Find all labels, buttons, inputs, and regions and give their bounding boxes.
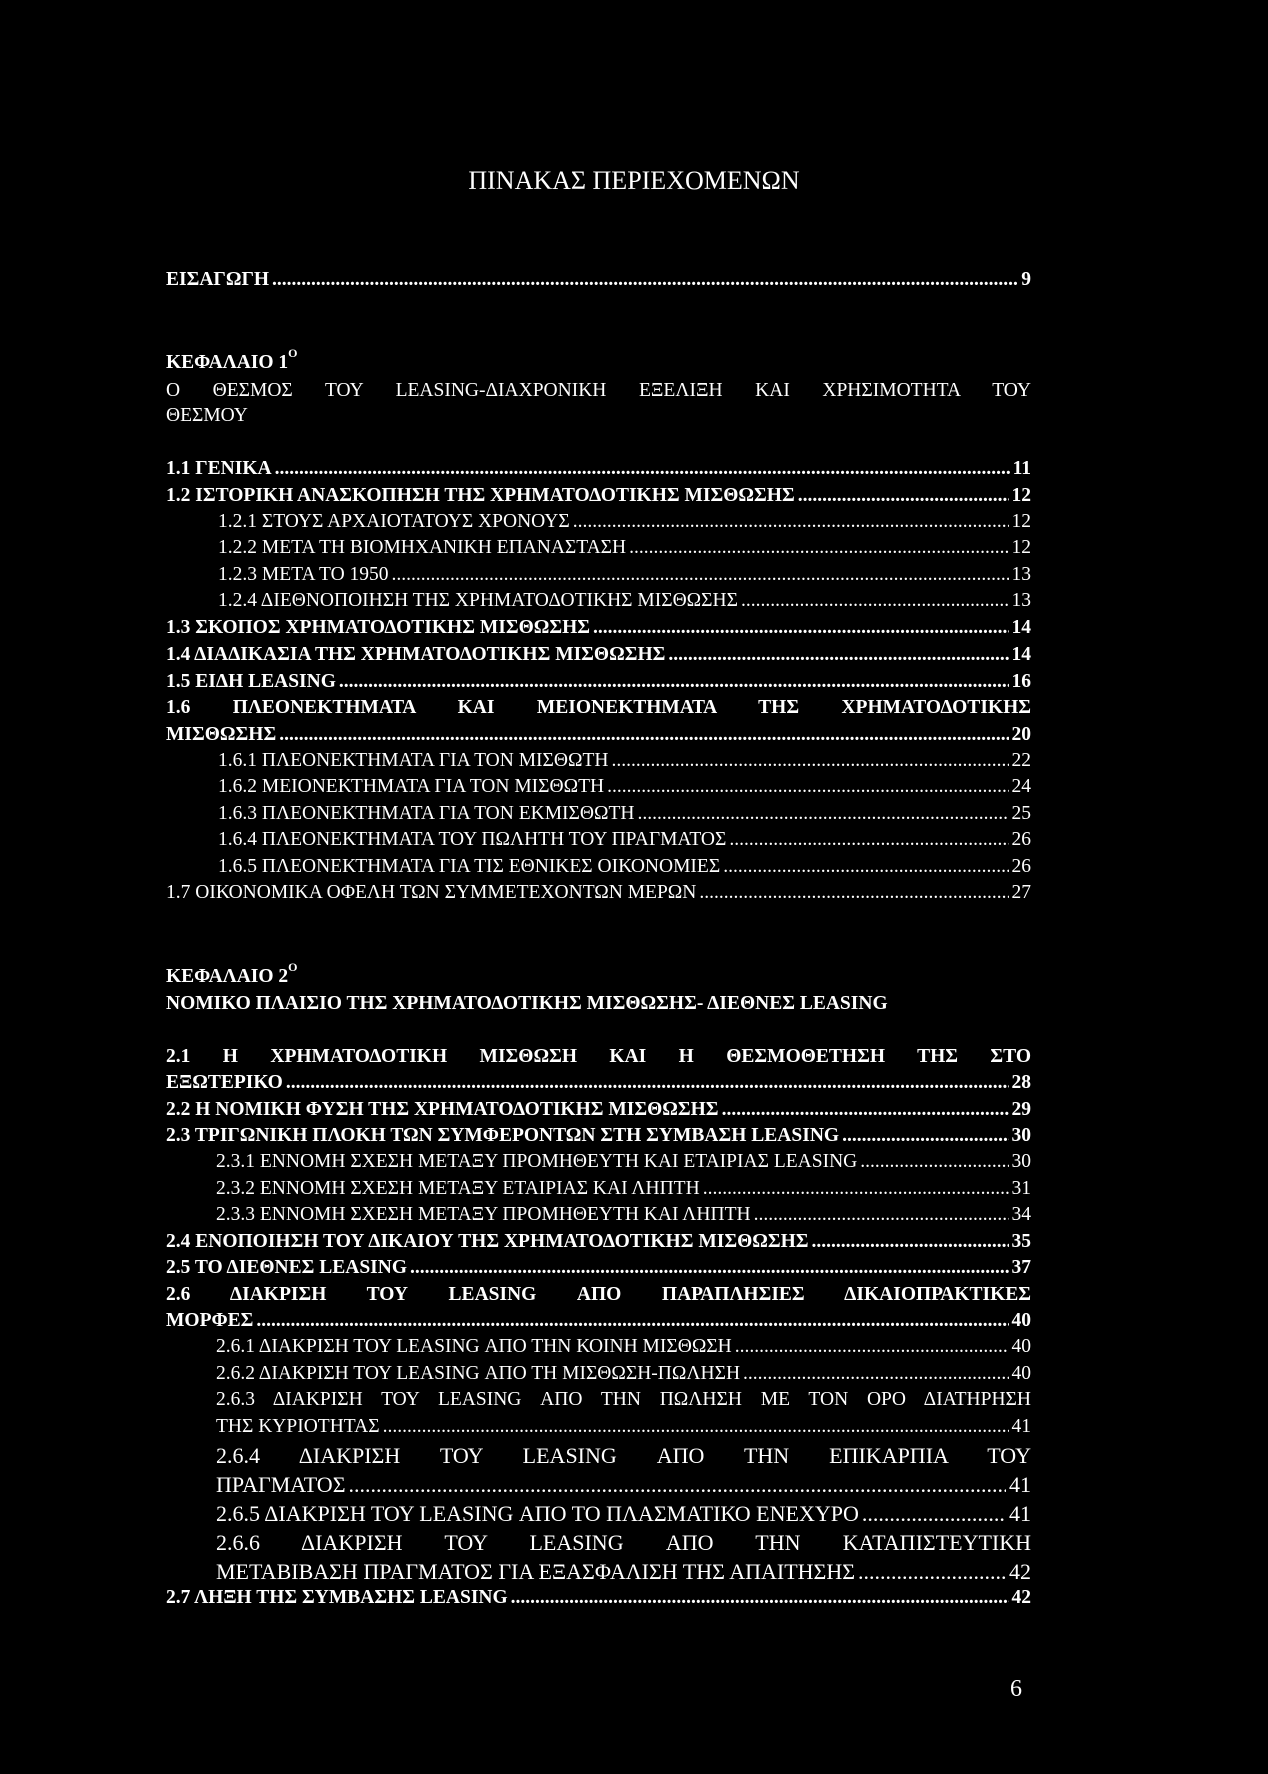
dot-leader bbox=[858, 1559, 1006, 1585]
toc-entry[interactable] bbox=[166, 1257, 1031, 1279]
toc-entry-label: 2.3.2 ΕΝΝΟΜΗ ΣΧΕΣΗ ΜΕΤΑΞΥ ΕΤΑΙΡΙΑΣ ΚΑΙ ΛΗΠΤΗ bbox=[216, 1178, 700, 1199]
dot-leader bbox=[573, 511, 1009, 533]
toc-entry-label: 1.6.5 ΠΛΕΟΝΕΚΤΗΜΑΤΑ ΓΙΑ ΤΙΣ ΕΘΝΙΚΕΣ ΟΙΚΟΝΟΜΙΕΣ bbox=[218, 856, 721, 877]
dot-leader bbox=[629, 537, 1008, 559]
toc-entry-page: 31 bbox=[1011, 1178, 1031, 1199]
toc-entry[interactable] bbox=[216, 1363, 1031, 1385]
toc-entry[interactable] bbox=[166, 458, 1031, 480]
toc-entry-label-line-1: 2.1 Η ΧΡΗΜΑΤΟΔΟΤΙΚΗ ΜΙΣΘΩΣΗ ΚΑΙ Η ΘΕΣΜΟΘΕΤΗΣΗ ΤΗΣ ΣΤΟ bbox=[166, 1046, 1031, 1067]
toc-entry[interactable] bbox=[216, 1151, 1031, 1173]
toc-entry[interactable] bbox=[218, 564, 1031, 586]
dot-leader bbox=[735, 1336, 1009, 1358]
toc-entry-label: 1.1 ΓΕΝΙΚΑ bbox=[166, 458, 272, 479]
toc-entry-label: ΜΙΣΘΩΣΗΣ bbox=[166, 724, 277, 745]
toc-entry-label: 1.6.2 ΜΕΙΟΝΕΚΤΗΜΑΤΑ ΓΙΑ ΤΟΝ ΜΙΣΘΩΤΗ bbox=[218, 776, 605, 797]
toc-entry[interactable] bbox=[216, 1472, 1031, 1498]
toc-entry-page: 41 bbox=[1009, 1472, 1031, 1497]
toc-entry-label: 2.6.5 ΔΙΑΚΡΙΣΗ ΤΟΥ LEASING ΑΠΟ ΤΟ ΠΛΑΣΜΑΤΙΚΟ ΕΝΕΧΥΡΟ bbox=[216, 1501, 859, 1526]
dot-leader bbox=[741, 590, 1009, 612]
toc-entry[interactable] bbox=[218, 776, 1031, 798]
toc-entry-page: 40 bbox=[1011, 1336, 1031, 1357]
toc-entry-page: 40 bbox=[1011, 1363, 1031, 1384]
toc-entry-page: 12 bbox=[1011, 485, 1031, 506]
toc-entry-label-line-1: 1.6 ΠΛΕΟΝΕΚΤΗΜΑΤΑ ΚΑΙ ΜΕΙΟΝΕΚΤΗΜΑΤΑ ΤΗΣ ΧΡΗΜΑΤΟΔΟΤΙΚΗΣ bbox=[166, 697, 1031, 718]
toc-entry-label: 1.2.4 ΔΙΕΘΝΟΠΟΙΗΣΗ ΤΗΣ ΧΡΗΜΑΤΟΔΟΤΙΚΗΣ ΜΙΣΘΩΣΗΣ bbox=[218, 590, 738, 611]
dot-leader bbox=[286, 1072, 1009, 1094]
toc-entry[interactable] bbox=[218, 803, 1031, 825]
toc-entry-page: 22 bbox=[1011, 750, 1031, 771]
toc-entry[interactable] bbox=[218, 537, 1031, 559]
dot-leader bbox=[593, 617, 1008, 639]
toc-entry[interactable] bbox=[166, 485, 1031, 507]
dot-leader bbox=[410, 1257, 1009, 1279]
toc-entry[interactable] bbox=[166, 1587, 1031, 1609]
toc-entry-label: 1.2.3 ΜΕΤΑ ΤΟ 1950 bbox=[218, 564, 389, 585]
toc-entry-label: 2.6.2 ΔΙΑΚΡΙΣΗ ΤΟΥ LEASING ΑΠΟ ΤΗ ΜΙΣΘΩΣΗ-ΠΩΛΗΣΗ bbox=[216, 1363, 741, 1384]
chapter-1-heading: ΚΕΦΑΛΑΙΟ $1^O$ bbox=[166, 346, 298, 373]
toc-entry-label: 1.7 ΟΙΚΟΝΟΜΙΚΑ ΟΦΕΛΗ ΤΩΝ ΣΥΜΜΕΤΕΧΟΝΤΩΝ ΜΕΡΩΝ bbox=[166, 882, 697, 903]
toc-entry[interactable] bbox=[166, 1310, 1031, 1332]
toc-entry-page: 9 bbox=[1021, 269, 1031, 290]
toc-entry[interactable] bbox=[166, 882, 1031, 904]
dot-leader bbox=[743, 1363, 1008, 1385]
toc-entry-page: 41 bbox=[1009, 1501, 1031, 1526]
toc-entry-page: 20 bbox=[1011, 724, 1031, 745]
toc-entry[interactable] bbox=[216, 1178, 1031, 1200]
toc-entry-page: 29 bbox=[1011, 1099, 1031, 1120]
chapter-1-subtitle-line-1: Ο ΘΕΣΜΟΣ ΤΟΥ LEASING-ΔΙΑΧΡΟΝΙΚΗ ΕΞΕΛΙΞΗ ΚΑΙ ΧΡΗΣΙΜΟΤΗΤΑ ΤΟΥ bbox=[166, 380, 1031, 401]
toc-entry-page: 41 bbox=[1011, 1416, 1031, 1437]
dot-leader bbox=[275, 458, 1010, 480]
dot-leader bbox=[607, 776, 1008, 798]
toc-entry[interactable] bbox=[166, 644, 1031, 666]
dot-leader bbox=[842, 1125, 1008, 1147]
dot-leader bbox=[699, 882, 1008, 904]
dot-leader bbox=[637, 803, 1008, 825]
toc-entry-label: 1.3 ΣΚΟΠΟΣ ΧΡΗΜΑΤΟΔΟΤΙΚΗΣ ΜΙΣΘΩΣΗΣ bbox=[166, 617, 591, 638]
toc-entry-label: ΠΡΑΓΜΑΤΟΣ bbox=[216, 1472, 346, 1497]
toc-entry-page: 16 bbox=[1011, 671, 1031, 692]
toc-entry-page: 12 bbox=[1011, 537, 1031, 558]
dot-leader bbox=[383, 1416, 1009, 1438]
chapter-2-subtitle-line-1: ΝΟΜΙΚΟ ΠΛΑΙΣΙΟ ΤΗΣ ΧΡΗΜΑΤΟΔΟΤΙΚΗΣ ΜΙΣΘΩΣΗΣ- ΔΙΕΘΝΕΣ LEASING bbox=[166, 993, 888, 1014]
toc-entry-intro[interactable] bbox=[166, 269, 1031, 291]
dot-leader bbox=[279, 724, 1008, 746]
toc-entry-label: 2.3.3 ΕΝΝΟΜΗ ΣΧΕΣΗ ΜΕΤΑΞΥ ΠΡΟΜΗΘΕΥΤΗ ΚΑΙ ΛΗΠΤΗ bbox=[216, 1204, 751, 1225]
toc-entry-label: 1.6.4 ΠΛΕΟΝΕΚΤΗΜΑΤΑ ΤΟΥ ΠΩΛΗΤΗ ΤΟΥ ΠΡΑΓΜΑΤΟΣ bbox=[218, 829, 727, 850]
toc-entry-page: 26 bbox=[1011, 829, 1031, 850]
toc-entry-page: 27 bbox=[1011, 882, 1031, 903]
toc-entry-page: 14 bbox=[1011, 617, 1031, 638]
chapter-1-subtitle-line-2: ΘΕΣΜΟΥ bbox=[166, 405, 248, 426]
dot-leader bbox=[511, 1587, 1009, 1609]
toc-entry-page: 35 bbox=[1011, 1231, 1031, 1252]
toc-entry-page: 24 bbox=[1011, 776, 1031, 797]
toc-title: ΠΙΝΑΚΑΣ ΠΕΡΙΕΧΟΜΕΝΩΝ bbox=[468, 166, 800, 195]
toc-entry-page: 28 bbox=[1011, 1072, 1031, 1093]
dot-leader bbox=[812, 1231, 1009, 1253]
toc-entry-label-line-1: 2.6.6 ΔΙΑΚΡΙΣΗ ΤΟΥ LEASING ΑΠΟ ΤΗΝ ΚΑΤΑΠΙΣΤΕΥΤΙΚΗ bbox=[216, 1530, 1031, 1555]
toc-entry[interactable] bbox=[166, 1072, 1031, 1094]
dot-leader bbox=[611, 750, 1008, 772]
toc-entry-label: 1.2.2 ΜΕΤΑ ΤΗ ΒΙΟΜΗΧΑΝΙΚΗ ΕΠΑΝΑΣΤΑΣΗ bbox=[218, 537, 627, 558]
toc-entry-label: ΕΞΩΤΕΡΙΚΟ bbox=[166, 1072, 283, 1093]
toc-entry-label: 1.6.1 ΠΛΕΟΝΕΚΤΗΜΑΤΑ ΓΙΑ ΤΟΝ ΜΙΣΘΩΤΗ bbox=[218, 750, 609, 771]
toc-entry-page: 13 bbox=[1011, 590, 1031, 611]
toc-entry-page: 42 bbox=[1009, 1559, 1031, 1584]
toc-entry[interactable] bbox=[166, 1125, 1031, 1147]
toc-entry-label: 1.2 ΙΣΤΟΡΙΚΗ ΑΝΑΣΚΟΠΗΣΗ ΤΗΣ ΧΡΗΜΑΤΟΔΟΤΙΚΗΣ ΜΙΣΘΩΣΗΣ bbox=[166, 485, 795, 506]
dot-leader bbox=[349, 1472, 1007, 1498]
dot-leader bbox=[272, 269, 1018, 291]
dot-leader bbox=[862, 1501, 1006, 1527]
dot-leader bbox=[339, 671, 1009, 693]
toc-entry-label-line-1: 2.6.3 ΔΙΑΚΡΙΣΗ ΤΟΥ LEASING ΑΠΟ ΤΗΝ ΠΩΛΗΣΗ ΜΕ ΤΟΝ ΟΡΟ ΔΙΑΤΗΡΗΣΗ bbox=[216, 1389, 1031, 1410]
toc-entry-page: 30 bbox=[1011, 1151, 1031, 1172]
dot-leader bbox=[860, 1151, 1008, 1173]
toc-entry[interactable] bbox=[216, 1559, 1031, 1585]
toc-entry[interactable] bbox=[216, 1336, 1031, 1358]
toc-entry-label: 1.6.3 ΠΛΕΟΝΕΚΤΗΜΑΤΑ ΓΙΑ ΤΟΝ ΕΚΜΙΣΘΩΤΗ bbox=[218, 803, 635, 824]
dot-leader bbox=[798, 485, 1009, 507]
toc-entry[interactable] bbox=[216, 1416, 1031, 1438]
toc-entry-page: 11 bbox=[1012, 458, 1031, 479]
toc-entry-label: 2.2 Η ΝΟΜΙΚΗ ΦΥΣΗ ΤΗΣ ΧΡΗΜΑΤΟΔΟΤΙΚΗΣ ΜΙΣΘΩΣΗΣ bbox=[166, 1099, 719, 1120]
toc-entry-label: ΕΙΣΑΓΩΓΗ bbox=[166, 269, 270, 290]
toc-entry-page: 12 bbox=[1011, 511, 1031, 532]
dot-leader bbox=[754, 1204, 1009, 1226]
toc-entry-label: 2.3 ΤΡΙΓΩΝΙΚΗ ΠΛΟΚΗ ΤΩΝ ΣΥΜΦΕΡΟΝΤΩΝ ΣΤΗ ΣΥΜΒΑΣΗ LEASING bbox=[166, 1125, 840, 1146]
page-number: 6 bbox=[1010, 1676, 1022, 1702]
toc-entry-label-line-1: 2.6.4 ΔΙΑΚΡΙΣΗ ΤΟΥ LEASING ΑΠΟ ΤΗΝ ΕΠΙΚΑΡΠΙΑ ΤΟΥ bbox=[216, 1443, 1031, 1468]
dot-leader bbox=[722, 1099, 1009, 1121]
toc-entry-label: ΜΕΤΑΒΙΒΑΣΗ ΠΡΑΓΜΑΤΟΣ ΓΙΑ ΕΞΑΣΦΑΛΙΣΗ ΤΗΣ ΑΠΑΙΤΗΣΗΣ bbox=[216, 1559, 856, 1584]
toc-entry[interactable] bbox=[166, 617, 1031, 639]
toc-entry[interactable] bbox=[166, 671, 1031, 693]
toc-entry-label: 2.4 ΕΝΟΠΟΙΗΣΗ ΤΟΥ ΔΙΚΑΙΟΥ ΤΗΣ ΧΡΗΜΑΤΟΔΟΤΙΚΗΣ ΜΙΣΘΩΣΗΣ bbox=[166, 1231, 809, 1252]
toc-entry-page: 26 bbox=[1011, 856, 1031, 877]
toc-entry[interactable] bbox=[218, 856, 1031, 878]
toc-entry[interactable] bbox=[218, 590, 1031, 612]
toc-entry-page: 37 bbox=[1011, 1257, 1031, 1278]
toc-entry-page: 14 bbox=[1011, 644, 1031, 665]
toc-entry[interactable] bbox=[166, 1231, 1031, 1253]
toc-entry[interactable] bbox=[166, 724, 1031, 746]
toc-entry-label: 1.2.1 ΣΤΟΥΣ ΑΡΧΑΙΟΤΑΤΟΥΣ ΧΡΟΝΟΥΣ bbox=[218, 511, 570, 532]
toc-entry[interactable] bbox=[216, 1501, 1031, 1527]
dot-leader bbox=[392, 564, 1009, 586]
toc-entry-label: 1.5 ΕΙΔΗ LEASING bbox=[166, 671, 336, 692]
chapter-2-heading: ΚΕΦΑΛΑΙΟ $2^O$ bbox=[166, 960, 298, 987]
toc-entry-label: ΤΗΣ ΚΥΡΙΟΤΗΤΑΣ bbox=[216, 1416, 380, 1437]
toc-entry[interactable] bbox=[216, 1204, 1031, 1226]
toc-entry-page: 42 bbox=[1011, 1587, 1031, 1608]
toc-entry-page: 34 bbox=[1011, 1204, 1031, 1225]
toc-entry-page: 40 bbox=[1011, 1310, 1031, 1331]
toc-entry[interactable] bbox=[166, 1099, 1031, 1121]
dot-leader bbox=[723, 856, 1008, 878]
toc-entry-label-line-1: 2.6 ΔΙΑΚΡΙΣΗ ΤΟΥ LEASING ΑΠΟ ΠΑΡΑΠΛΗΣΙΕΣ ΔΙΚΑΙΟΠΡΑΚΤΙΚΕΣ bbox=[166, 1284, 1031, 1305]
toc-entry-label: 2.5 ΤΟ ΔΙΕΘΝΕΣ LEASING bbox=[166, 1257, 407, 1278]
toc-entry-label: 2.3.1 ΕΝΝΟΜΗ ΣΧΕΣΗ ΜΕΤΑΞΥ ΠΡΟΜΗΘΕΥΤΗ ΚΑΙ ΕΤΑΙΡΙΑΣ LEASING bbox=[216, 1151, 858, 1172]
toc-entry-page: 30 bbox=[1011, 1125, 1031, 1146]
toc-entry-page: 25 bbox=[1011, 803, 1031, 824]
toc-entry-label: 2.7 ΛΗΞΗ ΤΗΣ ΣΥΜΒΑΣΗΣ LEASING bbox=[166, 1587, 508, 1608]
dot-leader bbox=[729, 829, 1008, 851]
toc-entry-label: 1.4 ΔΙΑΔΙΚΑΣΙΑ ΤΗΣ ΧΡΗΜΑΤΟΔΟΤΙΚΗΣ ΜΙΣΘΩΣΗΣ bbox=[166, 644, 666, 665]
toc-entry[interactable] bbox=[218, 750, 1031, 772]
toc-entry-page: 13 bbox=[1011, 564, 1031, 585]
toc-entry[interactable] bbox=[218, 511, 1031, 533]
dot-leader bbox=[256, 1310, 1008, 1332]
dot-leader bbox=[668, 644, 1008, 666]
toc-entry[interactable] bbox=[218, 829, 1031, 851]
dot-leader bbox=[703, 1178, 1009, 1200]
toc-entry-label: ΜΟΡΦΕΣ bbox=[166, 1310, 254, 1331]
toc-entry-label: 2.6.1 ΔΙΑΚΡΙΣΗ ΤΟΥ LEASING ΑΠΟ ΤΗΝ ΚΟΙΝΗ ΜΙΣΘΩΣΗ bbox=[216, 1336, 732, 1357]
